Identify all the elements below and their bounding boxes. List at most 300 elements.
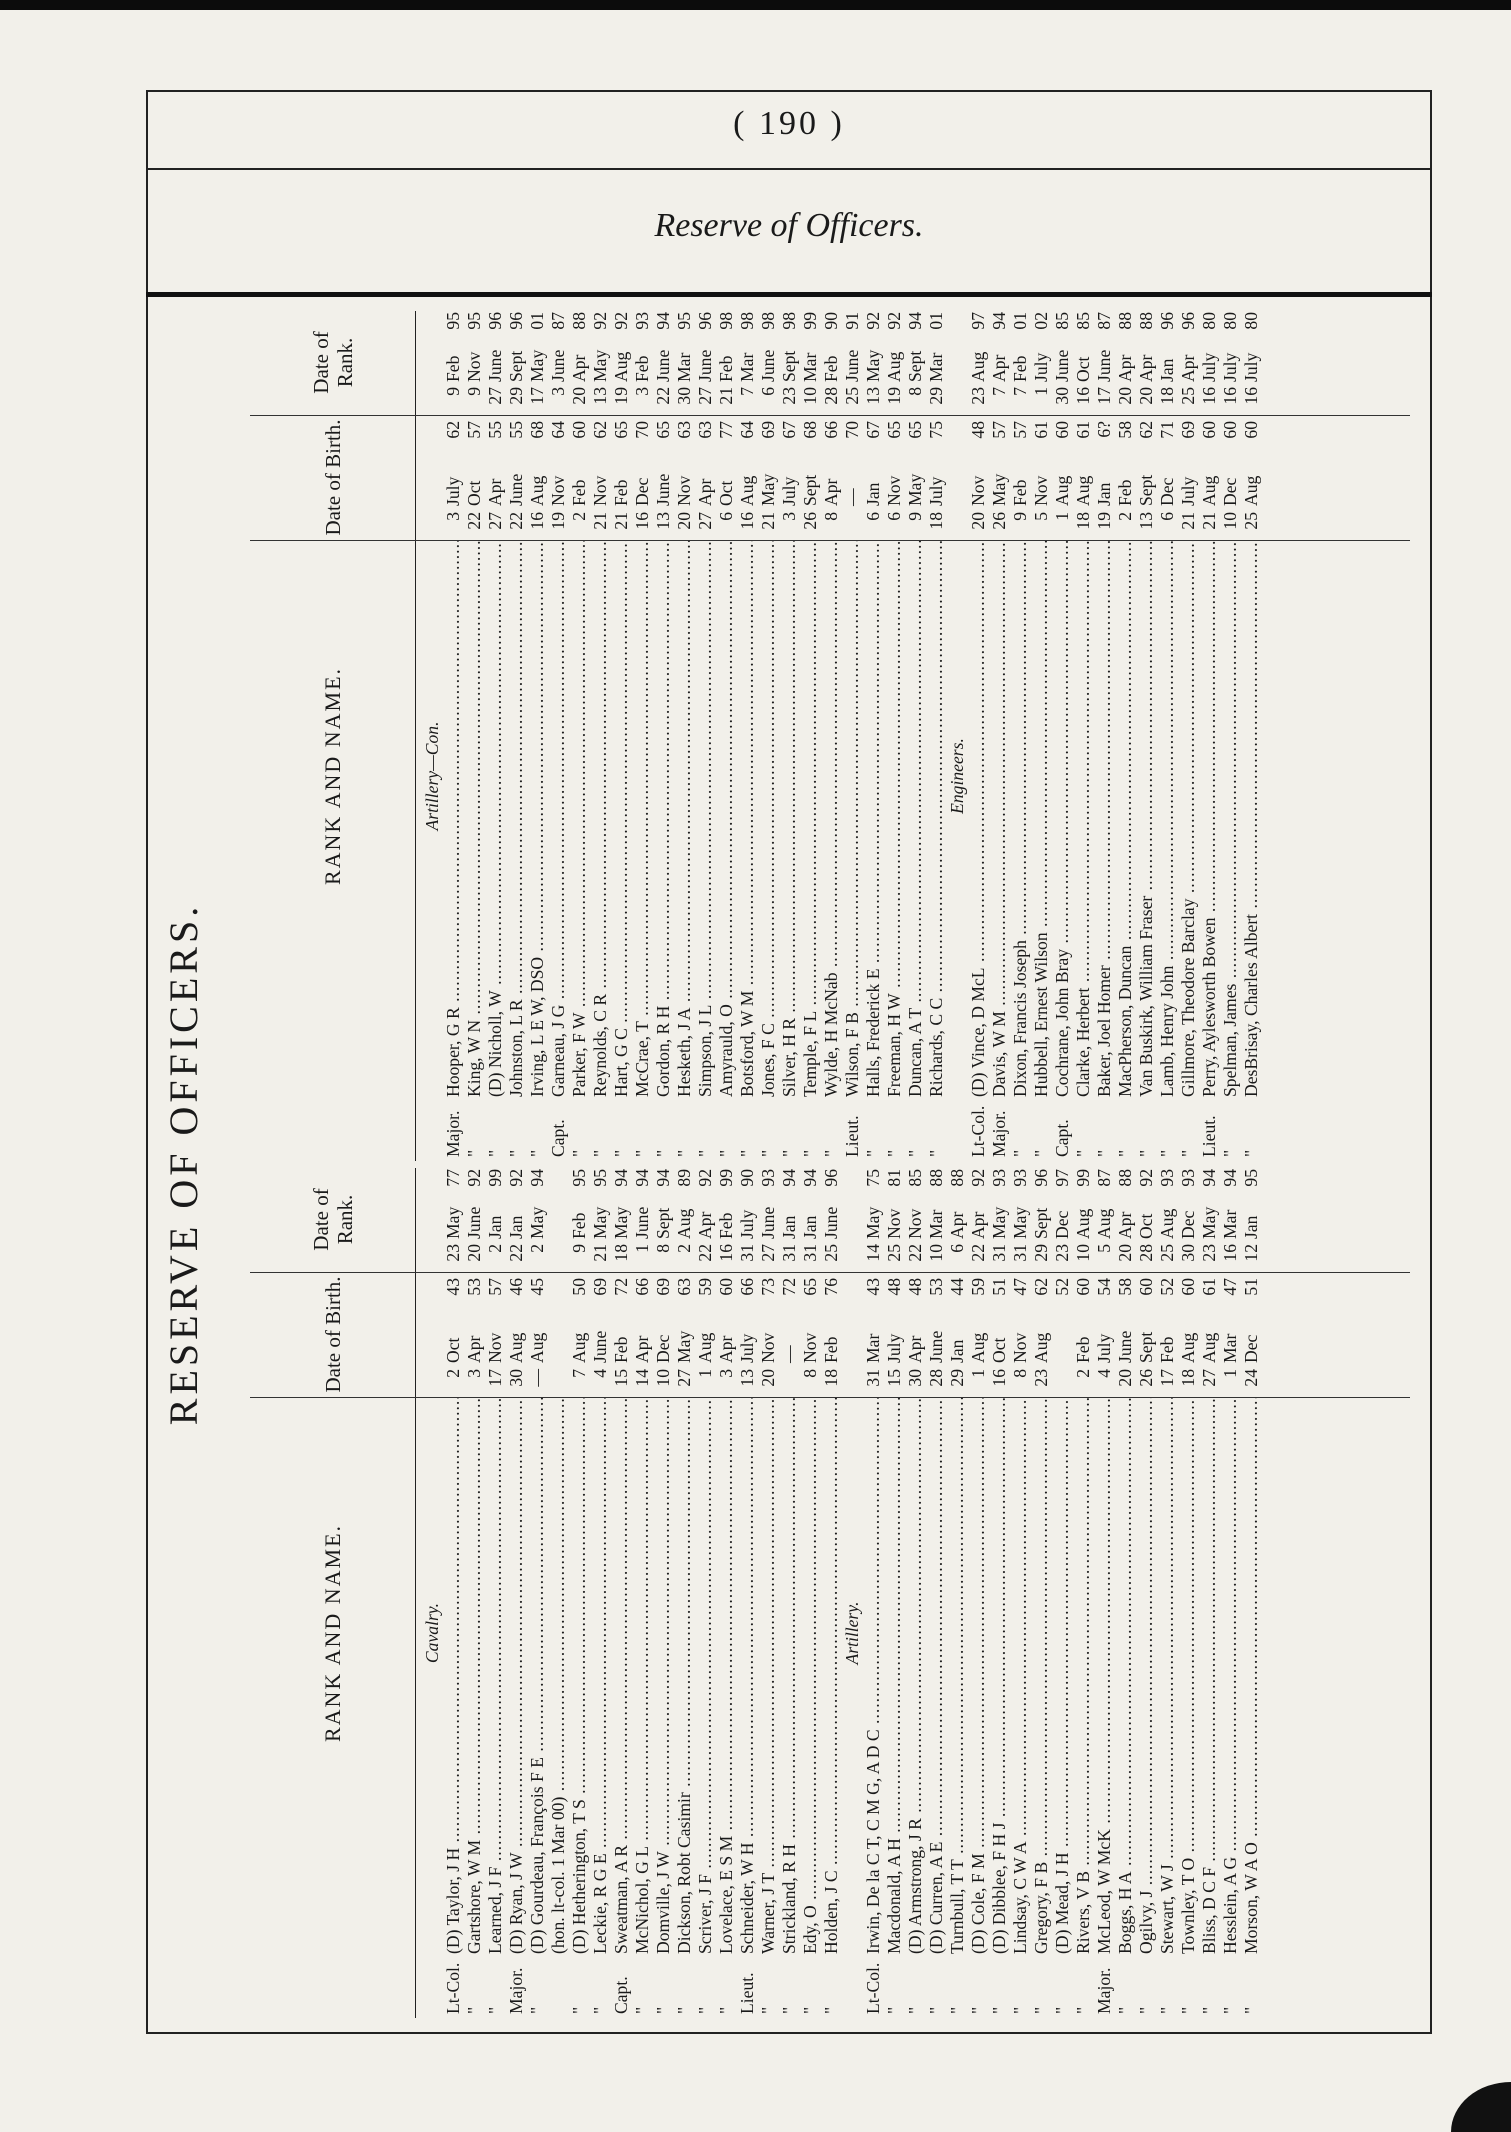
- cell-ryr: 77: [443, 1169, 463, 1187]
- cell-ryr: 87: [1094, 1169, 1114, 1187]
- cell-bday: 19: [548, 512, 568, 530]
- cell-rday: 25: [884, 1244, 904, 1262]
- heavy-rule: [146, 292, 1432, 297]
- table-row: [1031, 1168, 1052, 2018]
- cell-bday: 14: [632, 1369, 652, 1387]
- cell-rmon: July: [1031, 352, 1051, 382]
- table-row: [590, 1168, 611, 2018]
- cell-bday: 3: [464, 1369, 484, 1378]
- cell-rday: 29: [506, 387, 526, 405]
- cell-rmon: Feb: [716, 355, 736, 382]
- cell-rank: ": [1136, 1149, 1156, 1157]
- cell-name: Clarke, Herbert .....: [1073, 541, 1094, 1097]
- cell-bmon: July: [779, 476, 799, 506]
- cell-bday: 1: [1052, 512, 1072, 521]
- cell-byr: 77: [716, 421, 736, 439]
- cell-name: Parker, F W .....: [569, 541, 590, 1097]
- cell-name: (D) Cole, F M .....: [968, 1398, 989, 1954]
- cell-bmon: Dec: [1220, 477, 1240, 506]
- table-row: [1136, 1168, 1157, 2018]
- cell-name: Reynolds, C R .....: [590, 541, 611, 1097]
- cell-ryr: 95: [674, 312, 694, 330]
- cell-byr: 60: [1220, 421, 1240, 439]
- table-row: [905, 1168, 926, 2018]
- table-row: [1010, 311, 1031, 1161]
- section-heading: [422, 1168, 443, 2018]
- cell-byr: 73: [758, 1278, 778, 1296]
- cell-bmon: Jan: [863, 482, 883, 506]
- table-row: [1178, 1168, 1199, 2018]
- table-row: [884, 311, 905, 1161]
- cell-name: Duncan, A T .....: [905, 541, 926, 1097]
- table-row: [905, 311, 926, 1161]
- left-panel: [250, 1168, 1415, 2018]
- cell-ryr: 94: [800, 1169, 820, 1187]
- cell-ryr: 89: [674, 1169, 694, 1187]
- cell-rank: ": [926, 2006, 946, 2014]
- cell-rmon: Jan: [1157, 358, 1177, 382]
- cell-byr: 62: [590, 421, 610, 439]
- cell-bday: 2: [443, 1369, 463, 1378]
- table-row: [695, 311, 716, 1161]
- cell-rmon: Mar: [926, 1209, 946, 1239]
- cell-name: Schneider, W H .....: [737, 1398, 758, 1954]
- cell-ryr: 02: [1031, 312, 1051, 330]
- cell-bday: 1: [695, 1369, 715, 1378]
- cell-ryr: 85: [1073, 312, 1093, 330]
- cell-byr: 69: [590, 1278, 610, 1296]
- cell-rank: ": [653, 1149, 673, 1157]
- cell-byr: 60: [1073, 1278, 1093, 1296]
- cell-name: Holden, J C .....: [821, 1398, 842, 1954]
- cell-rank: Lieut.: [842, 1115, 862, 1157]
- cell-rank: ": [1010, 2006, 1030, 2014]
- cell-ryr: 94: [527, 1169, 547, 1187]
- cell-byr: 64: [737, 421, 757, 439]
- cell-rmon: Nov: [464, 351, 484, 382]
- table-row: [653, 1168, 674, 2018]
- cell-bday: 20: [968, 512, 988, 530]
- cell-byr: 69: [758, 421, 778, 439]
- cell-rday: 17: [1094, 387, 1114, 405]
- cell-rank: ": [1157, 1149, 1177, 1157]
- cell-rday: 7: [737, 387, 757, 396]
- cell-name: Gartshore, W M .....: [464, 1398, 485, 1954]
- cell-ryr: 96: [1157, 312, 1177, 330]
- cell-name: (hon. lt-col. 1 Mar 00) .....: [548, 1398, 569, 1954]
- table-row: [863, 1168, 884, 2018]
- cell-byr: 52: [1052, 1278, 1072, 1296]
- cell-ryr: 95: [1241, 1169, 1261, 1187]
- cell-byr: 62: [443, 421, 463, 439]
- cell-byr: 48: [884, 1278, 904, 1296]
- cell-rank: Major.: [506, 1967, 526, 2014]
- cell-bday: 16: [989, 1369, 1009, 1387]
- header-date-of-birth: Date of Birth.: [250, 415, 415, 541]
- cell-rday: 18: [1157, 387, 1177, 405]
- cell-ryr: 93: [632, 312, 652, 330]
- cell-ryr: 97: [968, 312, 988, 330]
- cell-bday: 17: [1157, 1369, 1177, 1387]
- cell-name: Perry, Aylesworth Bowen .....: [1199, 541, 1220, 1097]
- cell-byr: 62: [1031, 1278, 1051, 1296]
- cell-name: Amyrauld, O .....: [716, 541, 737, 1097]
- cell-rday: 2: [485, 1244, 505, 1253]
- cell-bday: 21: [1199, 512, 1219, 530]
- cell-rmon: Aug: [968, 351, 988, 382]
- cell-name: Irving, L E W, DSO .....: [527, 541, 548, 1097]
- cell-rmon: July: [1220, 352, 1240, 382]
- cell-bmon: Aug: [506, 1332, 526, 1363]
- cell-name: DesBrisay, Charles Albert .....: [1241, 541, 1262, 1097]
- cell-bmon: Aug: [737, 475, 757, 506]
- cell-bday: 23: [1031, 1369, 1051, 1387]
- cell-bmon: Apr: [632, 1335, 652, 1363]
- cell-byr: 64: [548, 421, 568, 439]
- cell-name: (D) Curren, A E .....: [926, 1398, 947, 1954]
- cell-byr: 63: [674, 1278, 694, 1296]
- cell-bmon: Apr: [464, 1335, 484, 1363]
- table-row: [590, 311, 611, 1161]
- cell-byr: 48: [905, 1278, 925, 1296]
- table-row: [716, 1168, 737, 2018]
- cell-bday: 30: [905, 1369, 925, 1387]
- cell-rday: 10: [926, 1244, 946, 1262]
- cell-rday: 30: [674, 387, 694, 405]
- cell-byr: 60: [1241, 421, 1261, 439]
- cell-rmon: Feb: [716, 1212, 736, 1239]
- cell-rank: ": [1031, 1149, 1051, 1157]
- cell-byr: 65: [905, 421, 925, 439]
- cell-ryr: 01: [1010, 312, 1030, 330]
- table-row: [800, 1168, 821, 2018]
- cell-rank: ": [947, 2006, 967, 2014]
- cell-ryr: 95: [443, 312, 463, 330]
- cell-bday: 30: [506, 1369, 526, 1387]
- cell-bmon: May: [905, 473, 925, 506]
- cell-rday: 7: [1010, 387, 1030, 396]
- cell-rday: 21: [590, 1244, 610, 1262]
- table-row: [1178, 311, 1199, 1161]
- cell-rank: ": [485, 2006, 505, 2014]
- cell-rday: 17: [527, 387, 547, 405]
- cell-name: Spelman, James .....: [1220, 541, 1241, 1097]
- cell-ryr: 85: [905, 1169, 925, 1187]
- cell-bmon: Aug: [1031, 1332, 1051, 1363]
- cell-rank: ": [590, 1149, 610, 1157]
- cell-bmon: Sept: [1136, 1331, 1156, 1363]
- cell-ryr: 99: [716, 1169, 736, 1187]
- cell-bmon: June: [1115, 1330, 1135, 1363]
- cell-name: Sweatman, A R .....: [611, 1398, 632, 1954]
- cell-rank: ": [1073, 1149, 1093, 1157]
- table-row: [758, 1168, 779, 2018]
- cell-rday: 23: [779, 387, 799, 405]
- cell-bmon: Sept: [800, 474, 820, 506]
- cell-rday: 20: [464, 1244, 484, 1262]
- cell-bmon: Feb: [611, 1336, 631, 1363]
- cell-byr: 68: [527, 421, 547, 439]
- cell-bday: 31: [863, 1369, 883, 1387]
- cell-bmon: Oct: [443, 1337, 463, 1363]
- cell-rday: 25: [1178, 387, 1198, 405]
- cell-byr: 51: [1241, 1278, 1261, 1296]
- table-row: [884, 1168, 905, 2018]
- cell-name: Boggs, H A .....: [1115, 1398, 1136, 1954]
- cell-byr: 69: [1178, 421, 1198, 439]
- cell-rmon: June: [464, 1206, 484, 1239]
- cell-byr: 62: [1136, 421, 1156, 439]
- cell-rank: Major.: [1094, 1967, 1114, 2014]
- cell-rday: 16: [1199, 387, 1219, 405]
- cell-ryr: 01: [926, 312, 946, 330]
- cell-ryr: 94: [905, 312, 925, 330]
- cell-byr: 57: [989, 421, 1009, 439]
- cell-byr: 58: [1115, 421, 1135, 439]
- cell-bday: 27: [674, 1369, 694, 1387]
- table-row: [527, 311, 548, 1161]
- cell-ryr: 98: [716, 312, 736, 330]
- cell-byr: 48: [968, 421, 988, 439]
- cell-byr: 51: [989, 1278, 1009, 1296]
- cell-rank: Lieut.: [737, 1972, 757, 2014]
- cell-bday: 1: [968, 1369, 988, 1378]
- cell-rank: ": [632, 1149, 652, 1157]
- cell-bmon: Aug: [1178, 1332, 1198, 1363]
- cell-rday: 25: [1157, 1244, 1177, 1262]
- cell-rank: ": [1010, 1149, 1030, 1157]
- header-rule: [146, 168, 1432, 170]
- cell-rday: 20: [1136, 387, 1156, 405]
- cell-ryr: 94: [632, 1169, 652, 1187]
- cell-bmon: June: [653, 473, 673, 506]
- cell-ryr: 96: [821, 1169, 841, 1187]
- cell-ryr: 94: [989, 312, 1009, 330]
- cell-rday: 13: [863, 387, 883, 405]
- cell-bday: 28: [926, 1369, 946, 1387]
- cell-rmon: Apr: [1115, 354, 1135, 382]
- cell-name: (D) Armstrong, J R .....: [905, 1398, 926, 1954]
- cell-rmon: Nov: [884, 1208, 904, 1239]
- cell-rday: 19: [611, 387, 631, 405]
- cell-rank: ": [968, 2006, 988, 2014]
- cell-bday: 10: [1220, 512, 1240, 530]
- cell-rank: ": [611, 1149, 631, 1157]
- cell-bday: 16: [632, 512, 652, 530]
- cell-bday: 6: [716, 512, 736, 521]
- table-row: [527, 1168, 548, 2018]
- cell-byr: 61: [1073, 421, 1093, 439]
- cell-byr: 60: [1178, 1278, 1198, 1296]
- cell-ryr: 87: [548, 312, 568, 330]
- cell-rday: 7: [989, 387, 1009, 396]
- cell-bmon: Nov: [758, 1332, 778, 1363]
- cell-bday: 15: [611, 1369, 631, 1387]
- cell-rday: 28: [821, 387, 841, 405]
- cell-rday: 10: [1073, 1244, 1093, 1262]
- cell-rmon: May: [1199, 1206, 1219, 1239]
- cell-rank: ": [1241, 1149, 1261, 1157]
- cell-bday: 27: [695, 512, 715, 530]
- cell-rank: ": [569, 1149, 589, 1157]
- cell-rday: 16: [1073, 387, 1093, 405]
- cell-rmon: Feb: [632, 355, 652, 382]
- cell-ryr: 92: [1136, 1169, 1156, 1187]
- cell-rank: ": [1073, 2006, 1093, 2014]
- cell-rank: Lt-Col.: [968, 1105, 988, 1157]
- table-row: [569, 1168, 590, 2018]
- cell-bday: 22: [464, 512, 484, 530]
- cell-bday: 8: [1010, 1369, 1030, 1378]
- table-row: [779, 1168, 800, 2018]
- cell-byr: 44: [947, 1278, 967, 1296]
- cell-name: McNichol, G L .....: [632, 1398, 653, 1954]
- cell-rank: ": [758, 1149, 778, 1157]
- cell-rank: ": [590, 2006, 610, 2014]
- cell-bday: 21: [1178, 512, 1198, 530]
- cell-ryr: 88: [1136, 312, 1156, 330]
- cell-rmon: Apr: [1136, 354, 1156, 382]
- cell-bday: 21: [758, 512, 778, 530]
- cell-name: (D) Nicholl, W .....: [485, 541, 506, 1097]
- cell-bmon: Feb: [821, 1336, 841, 1363]
- cell-byr: 76: [821, 1278, 841, 1296]
- cell-name: Bliss, D C F .....: [1199, 1398, 1220, 1954]
- cell-rday: 14: [863, 1244, 883, 1262]
- cell-rday: 23: [443, 1244, 463, 1262]
- cell-name: Hesslein, A G .....: [1220, 1398, 1241, 1954]
- cell-bday: 19: [1094, 512, 1114, 530]
- cell-byr: 47: [1220, 1278, 1240, 1296]
- cell-name: Gordon, R H .....: [653, 541, 674, 1097]
- cell-bmon: Nov: [674, 475, 694, 506]
- cell-ryr: 75: [863, 1169, 883, 1187]
- cell-bmon: June: [590, 1330, 610, 1363]
- cell-ryr: 94: [653, 1169, 673, 1187]
- cell-rday: 22: [653, 387, 673, 405]
- header-date-of-rank: Date of Rank.: [250, 310, 415, 416]
- cell-byr: 72: [611, 1278, 631, 1296]
- header-date-of-rank: Date of Rank.: [250, 1167, 415, 1273]
- cell-ryr: 93: [1157, 1169, 1177, 1187]
- cell-rmon: June: [1094, 349, 1114, 382]
- cell-rmon: Feb: [443, 355, 463, 382]
- table-row: [443, 1168, 464, 2018]
- table-row: [779, 311, 800, 1161]
- cell-ryr: 94: [611, 1169, 631, 1187]
- table-row: [1157, 311, 1178, 1161]
- cell-rank: ": [737, 1149, 757, 1157]
- table-row: [1115, 311, 1136, 1161]
- cell-bday: 20: [758, 1369, 778, 1387]
- cell-name: Turnbull, T T .....: [947, 1398, 968, 1954]
- cell-ryr: 96: [1178, 312, 1198, 330]
- cell-rank: ": [1220, 2006, 1240, 2014]
- cell-ryr: 88: [1115, 312, 1135, 330]
- cell-bday: 15: [884, 1369, 904, 1387]
- cell-bmon: Apr: [905, 1335, 925, 1363]
- cell-bday: 8: [800, 1369, 820, 1378]
- cell-ryr: 94: [653, 312, 673, 330]
- cell-rday: 31: [800, 1244, 820, 1262]
- cell-bmon: July: [884, 1333, 904, 1363]
- cell-byr: 67: [779, 421, 799, 439]
- cell-bmon: Oct: [464, 480, 484, 506]
- cell-bday: 21: [590, 512, 610, 530]
- cell-name: Lamb, Henry John .....: [1157, 541, 1178, 1097]
- cell-byr: 6?: [1094, 421, 1114, 438]
- cell-bday: 29: [947, 1369, 967, 1387]
- cell-rday: 20: [569, 387, 589, 405]
- cell-rday: 25: [821, 1244, 841, 1262]
- cell-rday: 27: [758, 1244, 778, 1262]
- cell-bday: 9: [1010, 512, 1030, 521]
- cell-rank: ": [1052, 2006, 1072, 2014]
- table-row: [821, 1168, 842, 2018]
- cell-rmon: Jan: [506, 1215, 526, 1239]
- left-rows: [422, 1168, 1262, 2018]
- cell-bmon: Jan: [1094, 482, 1114, 506]
- cell-name: MacPherson, Duncan .....: [1115, 541, 1136, 1097]
- cell-rday: 10: [800, 387, 820, 405]
- cell-rmon: Mar: [926, 352, 946, 382]
- cell-rank: ": [653, 2006, 673, 2014]
- cell-rmon: Aug: [611, 351, 631, 382]
- cell-byr: 65: [611, 421, 631, 439]
- cell-byr: 63: [695, 421, 715, 439]
- cell-rank: ": [863, 1149, 883, 1157]
- cell-bmon: Nov: [968, 475, 988, 506]
- cell-rday: 1: [632, 1244, 652, 1253]
- cell-rmon: Sept: [1031, 1207, 1051, 1239]
- cell-bmon: Dec: [1157, 477, 1177, 506]
- cell-rmon: May: [611, 1206, 631, 1239]
- cell-rday: 6: [947, 1244, 967, 1253]
- cell-name: Dixon, Francis Joseph .....: [1010, 541, 1031, 1097]
- cell-bmon: Nov: [1010, 1332, 1030, 1363]
- cell-bmon: Apr: [821, 478, 841, 506]
- cell-rank: ": [569, 2006, 589, 2014]
- cell-rmon: June: [653, 349, 673, 382]
- cell-name: Wylde, H McNab .....: [821, 541, 842, 1097]
- cell-name: Hesketh, J A .....: [674, 541, 695, 1097]
- cell-rday: 12: [1241, 1244, 1261, 1262]
- cell-rank: ": [1157, 2006, 1177, 2014]
- cell-bmon: Jan: [947, 1339, 967, 1363]
- cell-rmon: Apr: [1115, 1211, 1135, 1239]
- cell-name: Silver, H R .....: [779, 541, 800, 1097]
- cell-rday: 30: [1178, 1244, 1198, 1262]
- cell-name: (D) Taylor, J H .....: [443, 1398, 464, 1954]
- cell-bday: 1: [1220, 1369, 1240, 1378]
- cell-bmon: —: [779, 1345, 799, 1363]
- cell-rank: ": [800, 2006, 820, 2014]
- cell-name: Scriver, J F .....: [695, 1398, 716, 1954]
- table-row: [947, 1168, 968, 2018]
- cell-rank: Major.: [989, 1110, 1009, 1157]
- cell-byr: 57: [1010, 421, 1030, 439]
- cell-rmon: May: [989, 1206, 1009, 1239]
- table-row: [1115, 1168, 1136, 2018]
- cell-byr: 43: [443, 1278, 463, 1296]
- cell-bday: 26: [800, 512, 820, 530]
- cell-name: Dickson, Robt Casimir .....: [674, 1398, 695, 1954]
- header-rank-and-name: RANK AND NAME.: [319, 1523, 345, 1743]
- table-row: [506, 1168, 527, 2018]
- cell-rmon: June: [758, 349, 778, 382]
- cell-rday: 9: [443, 387, 463, 396]
- cell-ryr: 92: [884, 312, 904, 330]
